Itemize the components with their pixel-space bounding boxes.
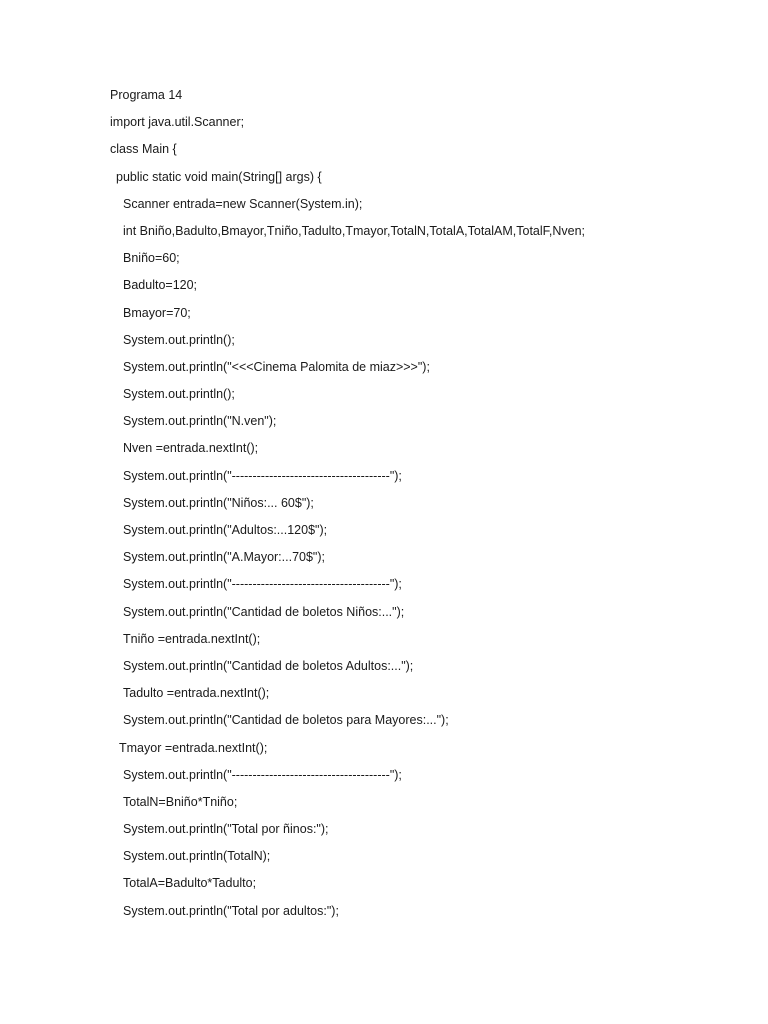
code-line: import java.util.Scanner; xyxy=(110,115,245,130)
code-line: Tmayor =entrada.nextInt(); xyxy=(119,740,268,755)
code-line: Tniño =entrada.nextInt(); xyxy=(123,631,261,646)
code-line: System.out.println("A.Mayor:...70$"); xyxy=(123,550,326,565)
code-line: TotalA=Badulto*Tadulto; xyxy=(123,876,257,891)
code-line: System.out.println(); xyxy=(123,332,235,347)
code-line: System.out.println("<<<Cinema Palomita de miaz>>>"); xyxy=(123,359,430,374)
code-line: System.out.println("--------------------------------------"); xyxy=(123,468,402,483)
code-line: System.out.println("Total por adultos:"); xyxy=(123,903,339,918)
code-line: Scanner entrada=new Scanner(System.in); xyxy=(123,196,363,211)
code-line: System.out.println("Niños:... 60$"); xyxy=(123,495,314,510)
code-line: public static void main(String[] args) { xyxy=(116,169,322,184)
code-line: System.out.println("--------------------------------------"); xyxy=(123,767,402,782)
code-line: System.out.println("Cantidad de boletos para Mayores:..."); xyxy=(123,713,449,728)
code-line: class Main { xyxy=(110,142,177,157)
code-line: System.out.println("--------------------------------------"); xyxy=(123,577,402,592)
code-line: Bmayor=70; xyxy=(123,305,191,320)
document-title: Programa 14 xyxy=(110,88,183,102)
code-line: System.out.println(TotalN); xyxy=(123,849,271,864)
code-line: System.out.println(); xyxy=(123,387,235,402)
code-line: System.out.println("N.ven"); xyxy=(123,414,277,429)
code-line: int Bniño,Badulto,Bmayor,Tniño,Tadulto,Tmayor,TotalN,TotalA,TotalAM,TotalF,Nven; xyxy=(123,223,586,238)
code-line: Tadulto =entrada.nextInt(); xyxy=(123,686,270,701)
code-line: System.out.println("Total por ñinos:"); xyxy=(123,822,329,837)
code-line: System.out.println("Cantidad de boletos Niños:..."); xyxy=(123,604,405,619)
code-line: TotalN=Bniño*Tniño; xyxy=(123,794,238,809)
code-line: Nven =entrada.nextInt(); xyxy=(123,441,259,456)
code-line: Badulto=120; xyxy=(123,278,198,293)
code-listing xyxy=(110,86,750,929)
code-line: Bniño=60; xyxy=(123,251,180,266)
code-line: System.out.println("Adultos:...120$"); xyxy=(123,523,328,537)
code-line: System.out.println("Cantidad de boletos Adultos:..."); xyxy=(123,658,414,673)
